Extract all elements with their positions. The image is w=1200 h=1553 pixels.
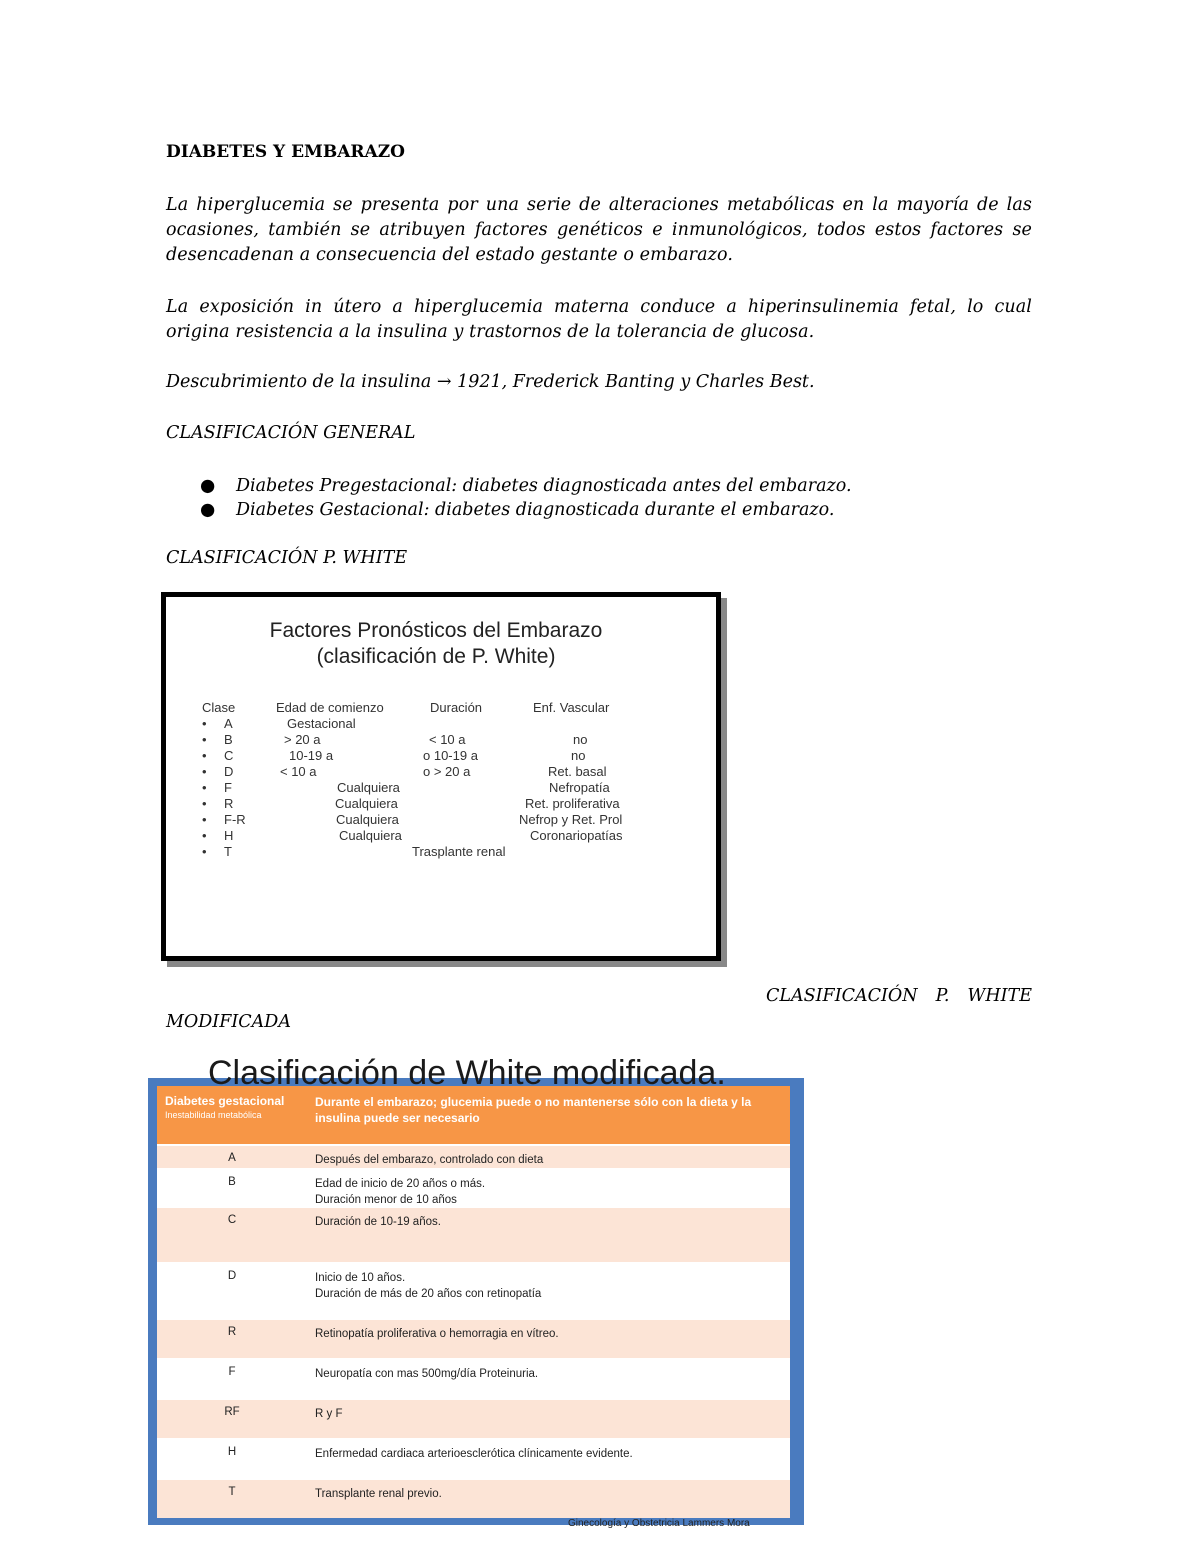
cell-edad: Cualquiera	[339, 828, 402, 843]
cell-duracion: o > 20 a	[423, 764, 471, 779]
row-bullet: •	[202, 844, 207, 859]
cell-duracion: < 10 a	[429, 732, 466, 747]
bullet-icon: ●	[200, 500, 216, 520]
cell-edad: > 20 a	[284, 732, 321, 747]
cell-clase: H	[224, 828, 234, 843]
figure-title-cutoff: Clasificación de White modificada.	[208, 1054, 726, 1092]
general-classification-heading: CLASIFICACIÓN GENERAL	[166, 423, 416, 443]
table-row: D Inicio de 10 años. Duración de más de 20 años con retinopatía	[157, 1262, 790, 1320]
row-bullet: •	[202, 796, 207, 811]
cell-vascular: Coronariopatías	[530, 828, 623, 843]
cell-duracion: o 10-19 a	[423, 748, 478, 763]
cell-edad: < 10 a	[280, 764, 317, 779]
paragraph-exposure: La exposición in útero a hiperglucemia materna conduce a hiperinsulinemia fetal, lo cual origina resistencia a la insulina y trastornos de la tolerancia de glucosa.	[166, 297, 1032, 342]
cell-clase: D	[224, 764, 234, 779]
row-bullet: •	[202, 764, 207, 779]
cell-clase: R	[224, 796, 234, 811]
header-edad: Edad de comienzo	[276, 700, 384, 715]
cell-clase: A	[224, 716, 233, 731]
cell-vascular: no	[571, 748, 586, 763]
cell-vascular: Nefropatía	[549, 780, 610, 795]
table-row: B Edad de inicio de 20 años o más. Duración menor de 10 años	[157, 1168, 790, 1208]
modified-heading-line2: MODIFICADA	[166, 1012, 291, 1032]
table-header: Diabetes gestacional Inestabilidad metabólica Durante el embarazo; glucemia puede o no mantenerse sólo con la dieta y la insulina puede ser necesario	[157, 1086, 790, 1144]
cell-edad: Cualquiera	[336, 812, 399, 827]
white-modified-figure	[148, 1054, 804, 1529]
row-bullet: •	[202, 732, 207, 747]
cell-clase: T	[224, 844, 232, 859]
modified-heading: CLASIFICACIÓN P. WHITE	[766, 986, 1032, 1006]
table-row: A Después del embarazo, controlado con dieta	[157, 1144, 790, 1168]
document-title: DIABETES Y EMBARAZO	[166, 142, 405, 162]
row-bullet: •	[202, 812, 207, 827]
list-item: ● Diabetes Gestacional: diabetes diagnosticada durante el embarazo.	[200, 500, 835, 520]
header-clase: Clase	[202, 700, 236, 715]
header-duracion: Duración	[430, 700, 483, 715]
cell-edad: 10-19 a	[289, 748, 334, 763]
cell-edad: Gestacional	[287, 716, 356, 731]
cell-vascular: Ret. proliferativa	[525, 796, 620, 811]
cell-clase: F-R	[224, 812, 246, 827]
paragraph-hyperglycemia: La hiperglucemia se presenta por una serie de alteraciones metabólicas en la mayoría de las ocasiones, también se atribuyen factores genéticos e inmunológicos, todos estos factores se desencadenan a consecuencia del estado gestante o embarazo.	[166, 195, 1032, 265]
insulin-discovery: Descubrimiento de la insulina → 1921, Frederick Banting y Charles Best.	[166, 372, 815, 392]
row-bullet: •	[202, 716, 207, 731]
figure-subtitle: (clasificación de P. White)	[316, 645, 556, 668]
table-row: R Retinopatía proliferativa o hemorragia en vítreo.	[157, 1318, 790, 1360]
table-row: F Neuropatía con mas 500mg/día Proteinuria.	[157, 1358, 790, 1400]
bullet-icon: ●	[200, 476, 216, 496]
figure-title: Factores Pronósticos del Embarazo	[269, 619, 603, 642]
row-bullet: •	[202, 780, 207, 795]
row-bullet: •	[202, 828, 207, 843]
cell-edad: Cualquiera	[335, 796, 398, 811]
figure-footer: Ginecología y Obstetricia Lammers Mora	[568, 1518, 750, 1529]
list-item: ● Diabetes Pregestacional: diabetes diagnosticada antes del embarazo.	[200, 476, 852, 496]
table-row: C Duración de 10-19 años.	[157, 1206, 790, 1264]
cell-vascular: Nefrop y Ret. Prol	[519, 812, 623, 827]
cell-clase: F	[224, 780, 232, 795]
table-row: T Transplante renal previo.	[157, 1478, 790, 1520]
cell-duracion: Trasplante renal	[412, 844, 506, 859]
white-prognostic-figure	[161, 592, 721, 961]
cell-edad: Cualquiera	[337, 780, 400, 795]
white-classification-heading: CLASIFICACIÓN P. WHITE	[166, 548, 408, 568]
cell-vascular: Ret. basal	[548, 764, 607, 779]
cell-clase: C	[224, 748, 234, 763]
cell-clase: B	[224, 732, 233, 747]
classification-list	[200, 474, 852, 522]
table-row: H Enfermedad cardiaca arterioesclerótica clínicamente evidente.	[157, 1438, 790, 1480]
header-vascular: Enf. Vascular	[533, 700, 610, 715]
table-body	[157, 1086, 790, 1518]
row-bullet: •	[202, 748, 207, 763]
table-row: RF R y F	[157, 1398, 790, 1440]
cell-vascular: no	[573, 732, 588, 747]
